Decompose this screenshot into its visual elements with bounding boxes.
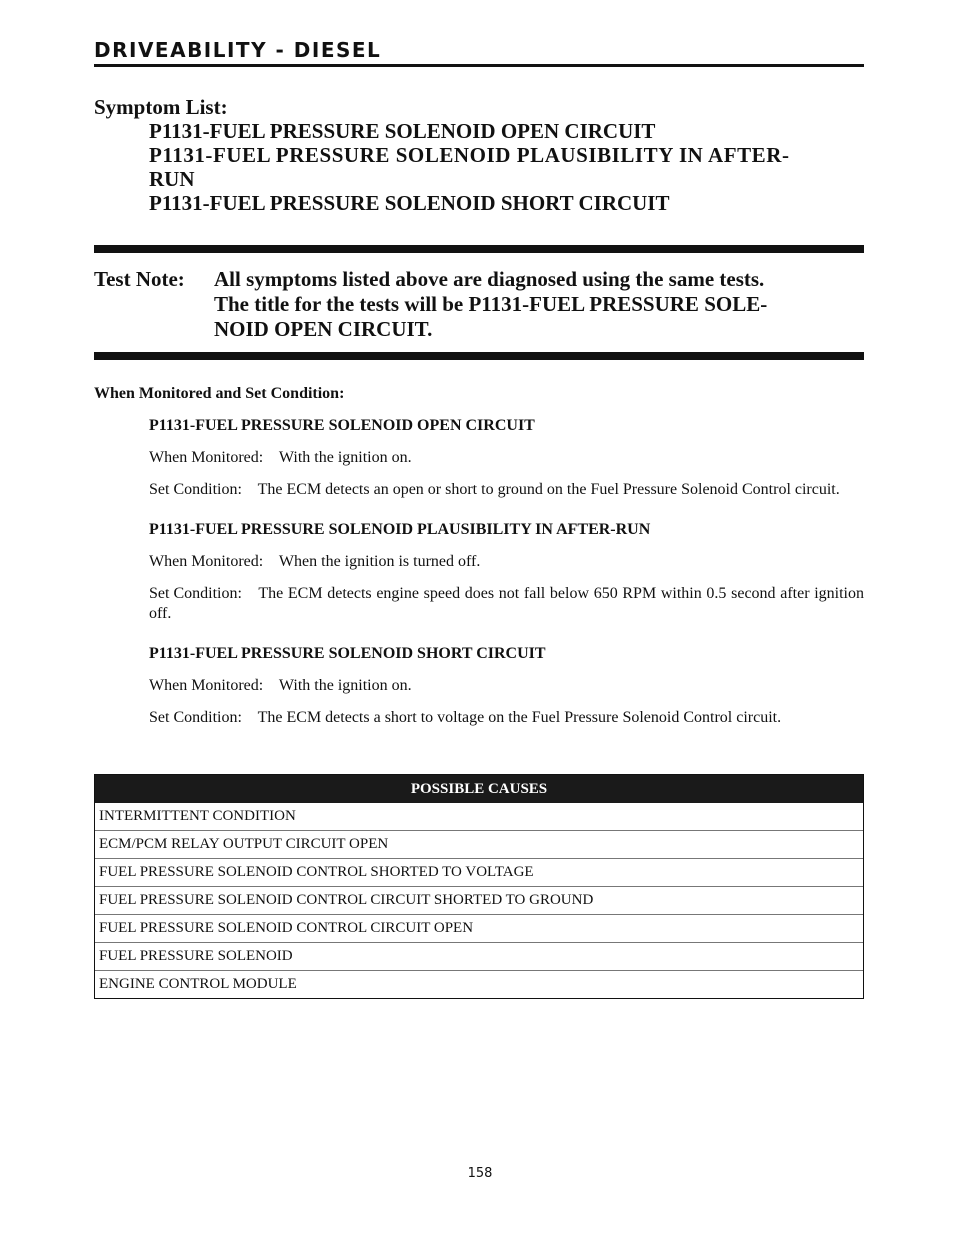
symptom-items (149, 119, 864, 215)
when-monitored-text: With the ignition on. (278, 449, 412, 466)
when-monitored-label: When Monitored: (149, 677, 264, 694)
set-condition-line (149, 480, 864, 500)
when-monitored-heading: When Monitored and Set Condition: (94, 385, 345, 402)
test-note (94, 267, 864, 342)
monitor-group (149, 416, 864, 500)
when-monitored-line (149, 676, 864, 696)
cause-row: INTERMITTENT CONDITION (99, 808, 296, 824)
page-number: 158 (467, 1166, 493, 1181)
when-monitored-text: When the ignition is turned off. (278, 553, 481, 570)
test-note-line: All symptoms listed above are diagnosed using the same tests. (214, 267, 765, 291)
when-monitored-line (149, 448, 864, 468)
set-condition-label: Set Condition: (149, 585, 242, 602)
cause-row: ECM/PCM RELAY OUTPUT CIRCUIT OPEN (95, 830, 863, 858)
monitor-group (149, 644, 864, 728)
monitor-code: P1131-FUEL PRESSURE SOLENOID SHORT CIRCUIT (149, 645, 546, 662)
section-divider-bottom (94, 352, 864, 360)
monitor-code: P1131-FUEL PRESSURE SOLENOID PLAUSIBILITY IN AFTER-RUN (149, 521, 651, 538)
set-condition-line (149, 708, 864, 728)
header-rule (94, 64, 864, 67)
cause-row: FUEL PRESSURE SOLENOID CONTROL CIRCUIT OPEN (95, 914, 863, 942)
when-monitored-label: When Monitored: (149, 553, 264, 570)
set-condition-text: The ECM detects an open or short to ground on the Fuel Pressure Solenoid Control circuit. (257, 481, 840, 498)
test-note-line: NOID OPEN CIRCUIT. (214, 317, 433, 341)
set-condition-text: The ECM detects engine speed does not fall below 650 RPM within 0.5 second after ignition off. (149, 585, 864, 622)
test-note-line: The title for the tests will be P1131-FUEL PRESSURE SOLE- (214, 292, 768, 316)
set-condition-text: The ECM detects a short to voltage on the Fuel Pressure Solenoid Control circuit. (257, 709, 782, 726)
set-condition-label: Set Condition: (149, 481, 242, 498)
symptom-item: P1131-FUEL PRESSURE SOLENOID OPEN CIRCUIT (149, 119, 656, 143)
monitor-code: P1131-FUEL PRESSURE SOLENOID OPEN CIRCUIT (149, 417, 535, 434)
symptom-item: RUN (149, 167, 195, 191)
page-header-title: DRIVEABILITY - DIESEL (94, 38, 382, 62)
test-note-label: Test Note: (94, 267, 185, 291)
when-monitored-line (149, 552, 864, 572)
symptom-list-label: Symptom List: (94, 95, 228, 119)
symptom-list (94, 95, 864, 215)
cause-row: ENGINE CONTROL MODULE (95, 970, 863, 998)
set-condition-line (149, 584, 864, 624)
when-monitored-label: When Monitored: (149, 449, 264, 466)
when-monitored-text: With the ignition on. (278, 677, 412, 694)
set-condition-label: Set Condition: (149, 709, 242, 726)
symptom-item: P1131-FUEL PRESSURE SOLENOID PLAUSIBILITY IN AFTER- (149, 143, 790, 167)
section-divider-top (94, 245, 864, 253)
test-note-text (214, 267, 864, 342)
symptom-item: P1131-FUEL PRESSURE SOLENOID SHORT CIRCUIT (149, 191, 670, 215)
possible-causes-table (94, 774, 864, 999)
cause-row: FUEL PRESSURE SOLENOID CONTROL SHORTED TO VOLTAGE (95, 858, 863, 886)
cause-row: FUEL PRESSURE SOLENOID (95, 942, 863, 970)
monitor-group (149, 520, 864, 624)
document-page (94, 38, 864, 999)
cause-row: FUEL PRESSURE SOLENOID CONTROL CIRCUIT SHORTED TO GROUND (95, 886, 863, 914)
monitor-list (149, 416, 864, 728)
possible-causes-header: POSSIBLE CAUSES (95, 775, 863, 803)
